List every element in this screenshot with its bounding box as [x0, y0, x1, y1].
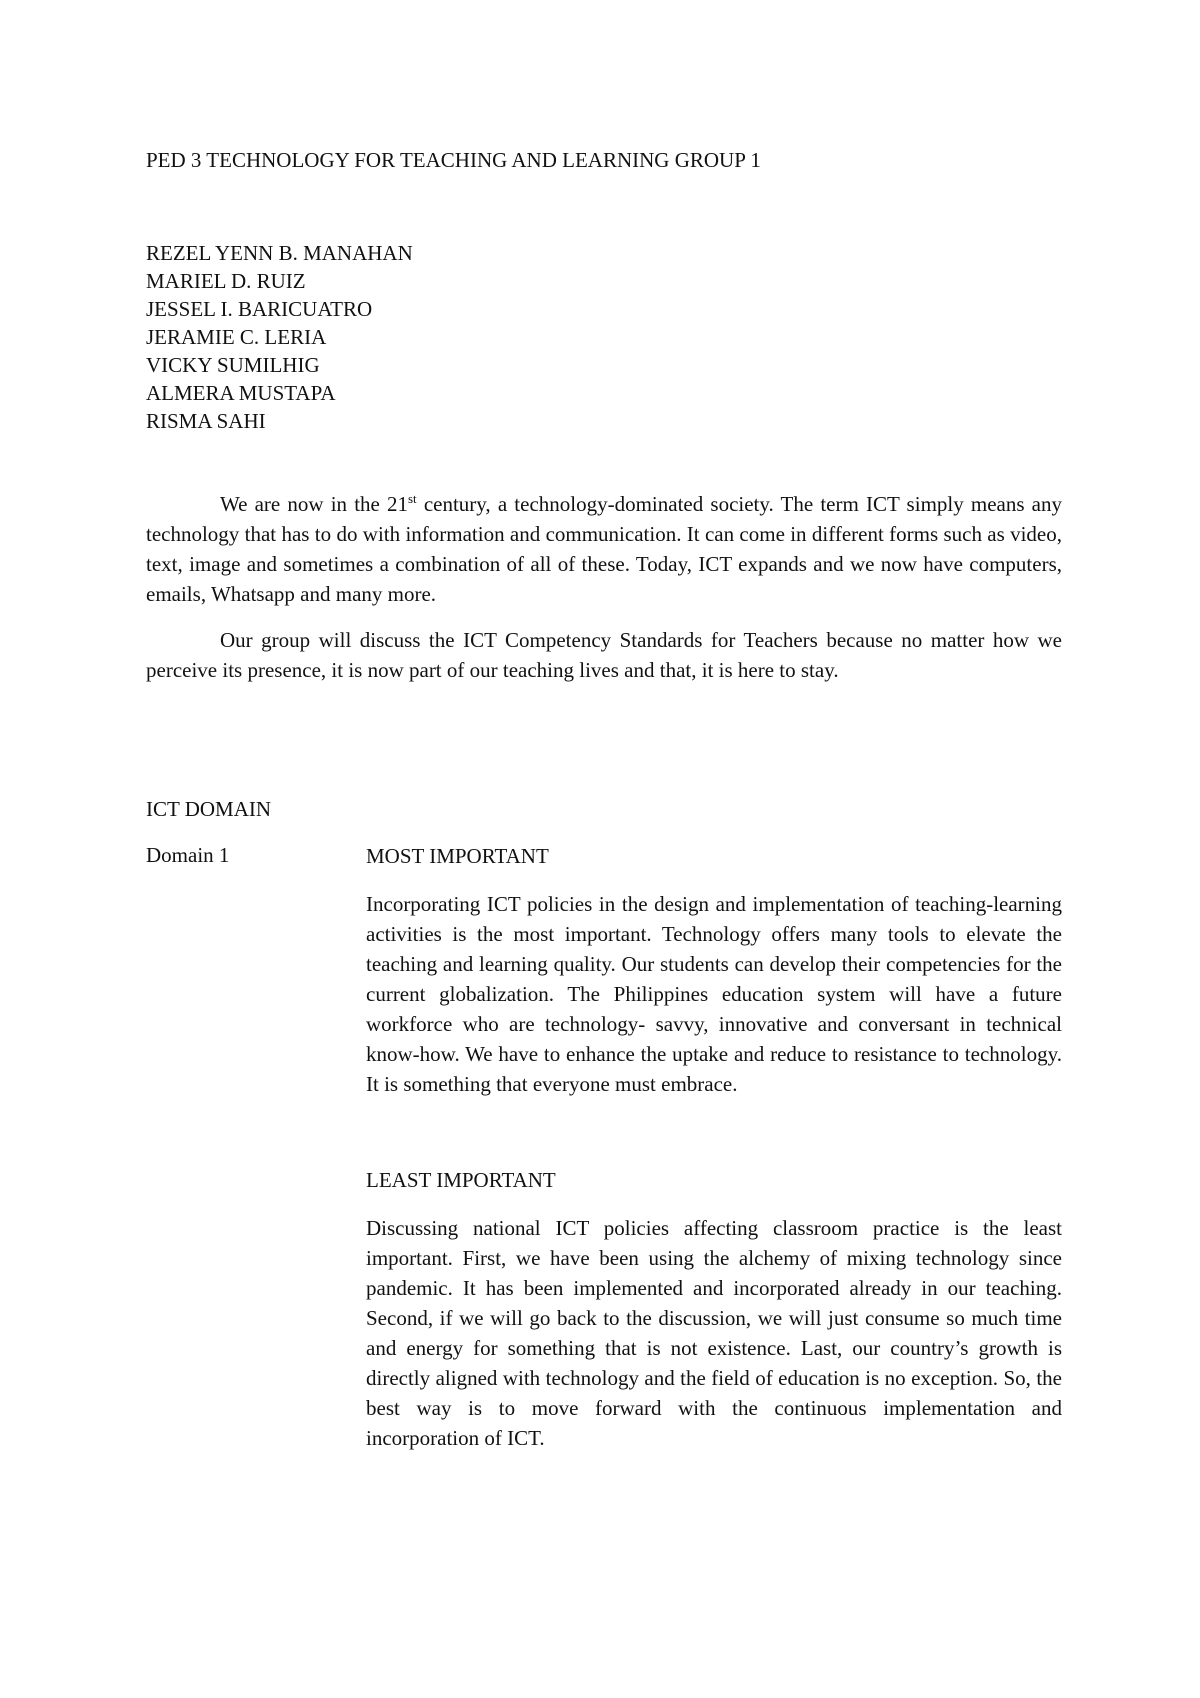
group-member-list	[146, 239, 413, 435]
domain-content	[366, 841, 1062, 1453]
ordinal-superscript: st	[408, 491, 417, 506]
member-name: MARIEL D. RUIZ	[146, 269, 306, 293]
member-name: ALMERA MUSTAPA	[146, 381, 336, 405]
section-heading: ICT DOMAIN	[146, 797, 272, 821]
intro-text-rest: century, a technology-dominated society. The term ICT simply means any technology that has to do with information and communication. It can come in different forms such as video, text, image and sometimes a combination of all of these. Today, ICT expands and we now have computers, emails, Whatsapp and many more.	[146, 492, 1063, 606]
member-name: JERAMIE C. LERIA	[146, 325, 327, 349]
intro-text-start: We are now in the 21	[220, 492, 408, 516]
member-name: RISMA SAHI	[146, 409, 266, 433]
member-name: REZEL YENN B. MANAHAN	[146, 241, 413, 265]
least-important-heading: LEAST IMPORTANT	[366, 1168, 556, 1192]
most-important-heading: MOST IMPORTANT	[366, 844, 549, 868]
member-name: JESSEL I. BARICUATRO	[146, 297, 373, 321]
document-title: PED 3 TECHNOLOGY FOR TEACHING AND LEARNING GROUP 1	[146, 148, 761, 172]
introduction	[146, 489, 1062, 685]
domain-label: Domain 1	[146, 843, 230, 867]
member-name: VICKY SUMILHIG	[146, 353, 320, 377]
intro-paragraph-1	[146, 489, 1062, 609]
least-important-paragraph: Discussing national ICT policies affecting classroom practice is the least important. First, we have been using the alchemy of mixing technology since pandemic. It has been implemented and incorporated already in our teaching. Second, if we will go back to the discussion, we will just consume so much time and energy for something that is not existence. Last, our country’s growth is directly aligned with technology and the field of education is no exception. So, the best way is to move forward with the continuous implementation and incorporation of ICT.	[366, 1216, 1062, 1450]
intro-paragraph-2: Our group will discuss the ICT Competency Standards for Teachers because no matter how we perceive its presence, it is now part of our teaching lives and that, it is here to stay.	[146, 628, 1062, 682]
most-important-paragraph: Incorporating ICT policies in the design and implementation of teaching-learning activities is the most important. Technology offers many tools to elevate the teaching and learning quality. Our students can develop their competencies for the current globalization. The Philippines education system will have a future workforce who are technology- savvy, innovative and conversant in technical know-how. We have to enhance the uptake and reduce to resistance to technology. It is something that everyone must embrace.	[366, 892, 1062, 1096]
